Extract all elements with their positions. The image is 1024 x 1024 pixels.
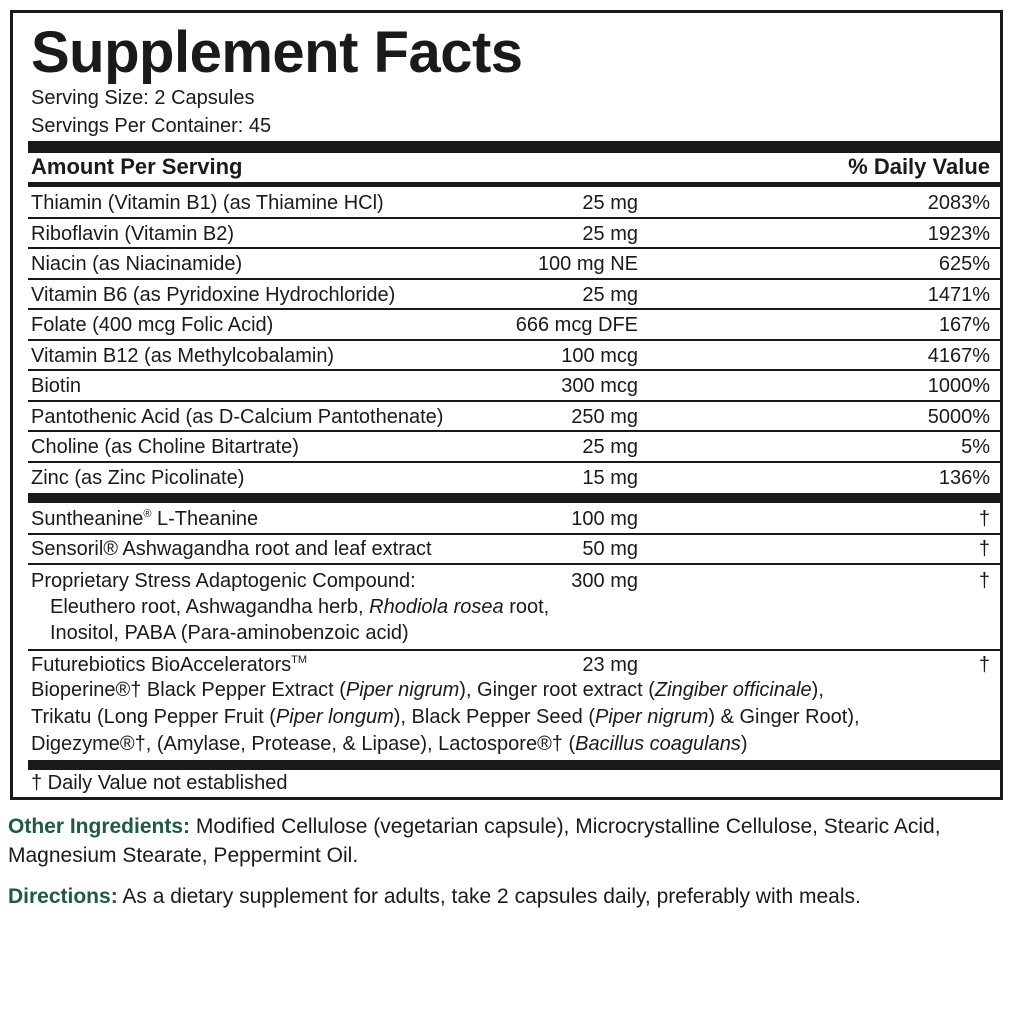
servings-per-container: Servings Per Container: 45	[31, 115, 272, 137]
directions-text: As a dietary supplement for adults, take 2 capsules daily, preferably with meals.	[117, 885, 861, 908]
nutrient-daily-value: 1923%	[927, 223, 990, 245]
panel-title: Supplement Facts	[31, 20, 523, 85]
other-ingredients-text: Modified Cellulose (vegetarian capsule), Microcrystalline Cellulose, Stearic Acid, Magnesium Stearate, Peppermint Oil.	[8, 815, 941, 867]
nutrient-name: Zinc (as Zinc Picolinate)	[31, 467, 245, 489]
thick-divider-top	[28, 141, 1003, 153]
nutrient-name: Folate (400 mcg Folic Acid)	[31, 314, 274, 336]
thick-divider-bottom	[28, 760, 1003, 770]
thick-divider-middle	[28, 493, 1003, 503]
proprietary-amount: 300 mg	[571, 570, 638, 592]
row-divider	[28, 308, 1003, 310]
futurebiotics-dv: †	[978, 654, 990, 676]
row-divider	[28, 369, 1003, 371]
nutrient-name: Thiamin (Vitamin B1) (as Thiamine HCl)	[31, 192, 384, 214]
nutrient-amount: 25 mg	[582, 223, 638, 245]
nutrient-amount: 25 mg	[582, 436, 638, 458]
directions-label: Directions:	[8, 885, 118, 908]
nutrient-daily-value: 4167%	[927, 345, 990, 367]
theanine-name: Suntheanine® L-Theanine	[31, 508, 259, 530]
nutrient-daily-value: 2083%	[927, 192, 990, 214]
proprietary-name: Proprietary Stress Adaptogenic Compound:	[31, 570, 416, 592]
nutrient-name: Niacin (as Niacinamide)	[31, 253, 243, 275]
row-divider	[28, 533, 1003, 535]
serving-size: Serving Size: 2 Capsules	[31, 87, 255, 109]
row-divider	[28, 563, 1003, 565]
directions	[8, 882, 1020, 911]
nutrient-name: Vitamin B12 (as Methylcobalamin)	[31, 345, 335, 367]
theanine-dv: †	[978, 508, 990, 530]
futurebiotics-name: Futurebiotics BioAccelerators™	[31, 654, 307, 676]
nutrient-amount: 25 mg	[582, 284, 638, 306]
row-divider	[28, 400, 1003, 402]
proprietary-ingredients-line2: Inositol, PABA (Para-aminobenzoic acid)	[50, 622, 409, 644]
futurebiotics-ingredients-line1: Bioperine®† Black Pepper Extract (Piper nigrum), Ginger root extract (Zingiber officinale),	[31, 679, 824, 701]
other-ingredients-label: Other Ingredients:	[8, 815, 191, 838]
nutrient-name: Pantothenic Acid (as D-Calcium Pantothenate)	[31, 406, 444, 428]
nutrient-amount: 250 mg	[571, 406, 638, 428]
futurebiotics-ingredients-line3: Digezyme®†, (Amylase, Protease, & Lipase), Lactospore®† (Bacillus coagulans)	[31, 733, 748, 755]
proprietary-dv: †	[978, 570, 990, 592]
proprietary-ingredients-line1: Eleuthero root, Ashwagandha herb, Rhodiola rosea root,	[50, 596, 550, 618]
daily-value-footnote: † Daily Value not established	[31, 772, 288, 794]
amount-per-serving-header: Amount Per Serving	[31, 154, 243, 179]
nutrient-daily-value: 625%	[938, 253, 990, 275]
sensoril-amount: 50 mg	[582, 538, 638, 560]
theanine-amount: 100 mg	[571, 508, 638, 530]
nutrient-amount: 15 mg	[582, 467, 638, 489]
header-divider	[28, 182, 1003, 187]
nutrient-name: Vitamin B6 (as Pyridoxine Hydrochloride)	[31, 284, 396, 306]
futurebiotics-amount: 23 mg	[582, 654, 638, 676]
nutrient-amount: 25 mg	[582, 192, 638, 214]
nutrient-name: Riboflavin (Vitamin B2)	[31, 223, 235, 245]
row-divider	[28, 339, 1003, 341]
supplement-facts-panel	[10, 10, 1003, 800]
nutrient-name: Choline (as Choline Bitartrate)	[31, 436, 299, 458]
other-ingredients	[8, 812, 1020, 870]
sensoril-name: Sensoril® Ashwagandha root and leaf extract	[31, 538, 432, 560]
row-divider	[28, 461, 1003, 463]
futurebiotics-ingredients-line2: Trikatu (Long Pepper Fruit (Piper longum), Black Pepper Seed (Piper nigrum) & Ginger Root),	[31, 706, 860, 728]
nutrient-daily-value: 5000%	[927, 406, 990, 428]
daily-value-header: % Daily Value	[848, 154, 990, 179]
row-divider	[28, 247, 1003, 249]
nutrient-daily-value: 1000%	[927, 375, 990, 397]
row-divider	[28, 649, 1003, 651]
row-divider	[28, 278, 1003, 280]
nutrient-amount: 300 mcg	[561, 375, 638, 397]
row-divider	[28, 430, 1003, 432]
nutrient-daily-value: 167%	[938, 314, 990, 336]
sensoril-dv: †	[978, 538, 990, 560]
nutrient-daily-value: 1471%	[927, 284, 990, 306]
nutrient-daily-value: 5%	[961, 436, 990, 458]
row-divider	[28, 217, 1003, 219]
nutrient-name: Biotin	[31, 375, 82, 397]
nutrient-amount: 100 mcg	[561, 345, 638, 367]
nutrient-daily-value: 136%	[938, 467, 990, 489]
nutrient-amount: 666 mcg DFE	[515, 314, 638, 336]
nutrient-amount: 100 mg NE	[537, 253, 638, 275]
